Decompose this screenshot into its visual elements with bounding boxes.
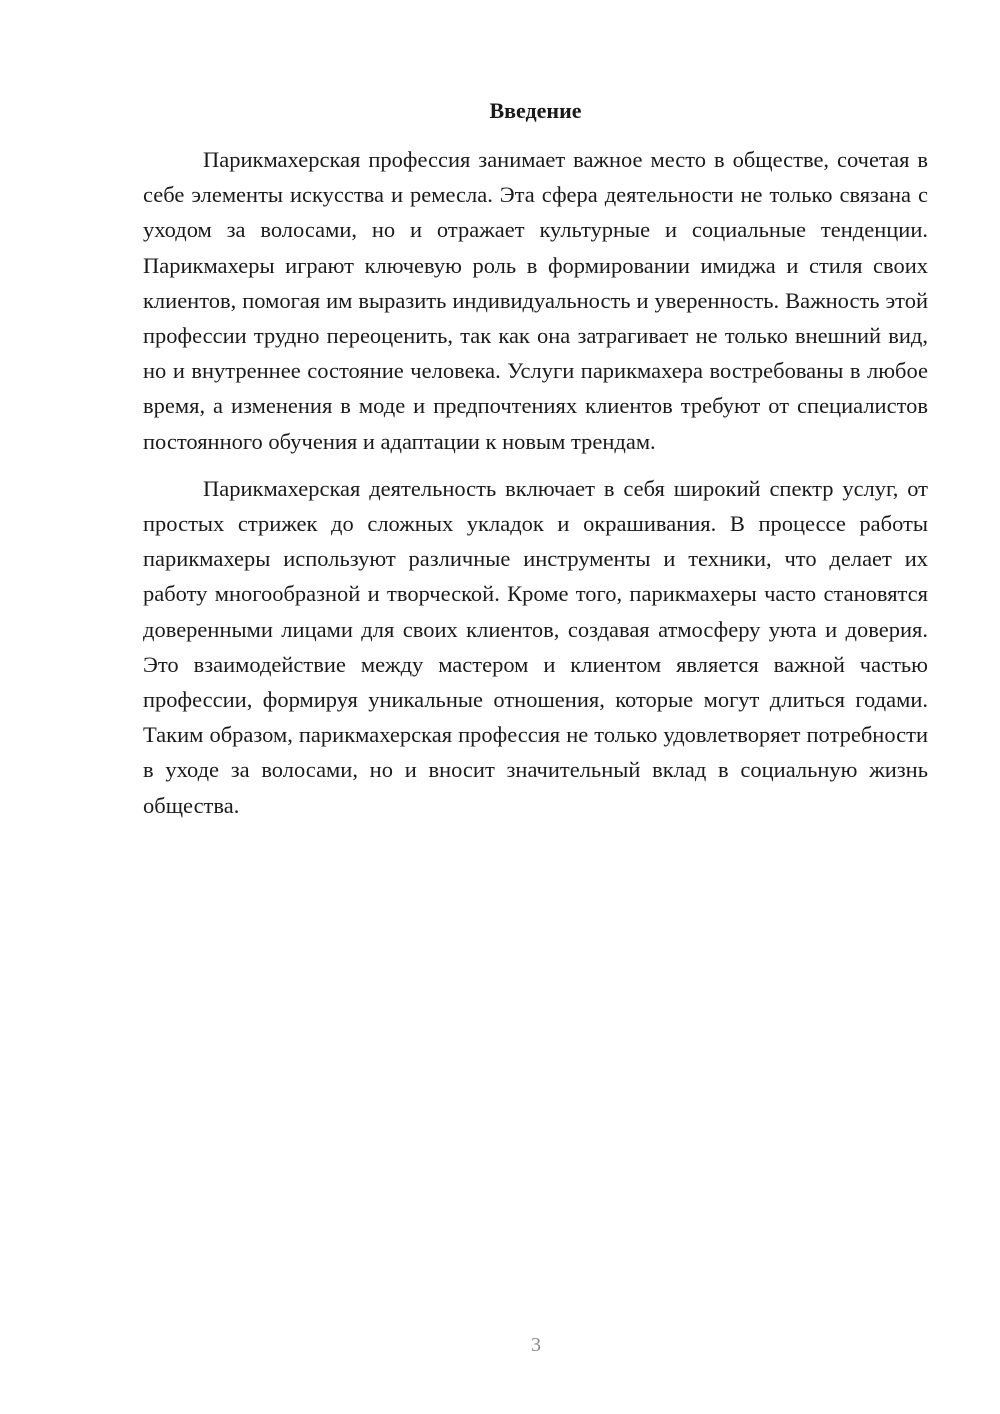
page-number: 3 [531, 1334, 541, 1356]
body-text [143, 142, 928, 823]
section-heading: Введение [489, 98, 582, 123]
paragraph-1: Парикмахерская профессия занимает важное место в обществе, сочетая в себе элементы искусства и ремесла. Эта сфера деятельности не только связана с уходом за волосами, но и отражает культурные и социальные тенденции. Парикмахеры играют ключевую роль в формировании имиджа и стиля своих клиентов, помогая им выразить индивидуальность и уверенность. Важность этой профессии трудно переоценить, так как она затрагивает не только внешний вид, но и внутреннее состояние человека. Услуги парикмахера востребованы в любое время, а изменения в моде и предпочтениях клиентов требуют от специалистов постоянного обучения и адаптации к новым трендам. [143, 147, 928, 454]
paragraph-2: Парикмахерская деятельность включает в себя широкий спектр услуг, от простых стрижек до сложных укладок и окрашивания. В процессе работы парикмахеры используют различные инструменты и техники, что делает их работу многообразной и творческой. Кроме того, парикмахеры часто становятся доверенными лицами для своих клиентов, создавая атмосферу уюта и доверия. Это взаимодействие между мастером и клиентом является важной частью профессии, формируя уникальные отношения, которые могут длиться годами. Таким образом, парикмахерская профессия не только удовлетворяет потребности в уходе за волосами, но и вносит значительный вклад в социальную жизнь общества. [143, 475, 928, 818]
